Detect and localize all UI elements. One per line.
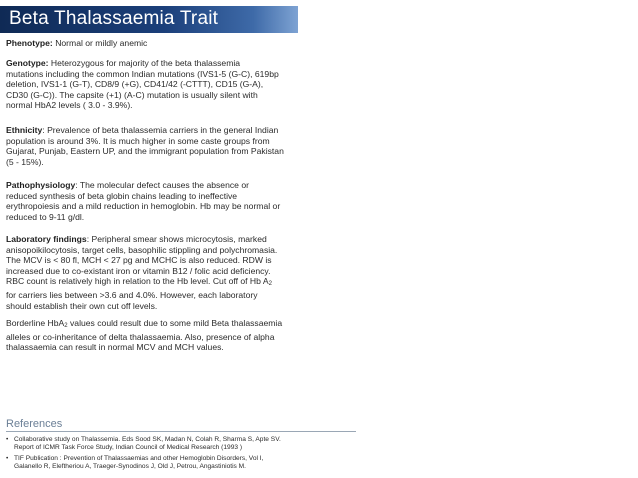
bullet-icon: • xyxy=(6,436,9,443)
reference-line: TIF Publication : Prevention of Thalassaemias and other Hemoglobin Disorders, Vol I, xyxy=(14,454,264,462)
ethnicity-line: Gujarat, Punjab, Eastern UP, and the immigrant population from Pakistan xyxy=(6,146,284,157)
title-banner xyxy=(0,6,298,33)
ethnicity-line: (5 - 15%). xyxy=(6,156,44,167)
genotype-line: CD30 (G-C)). The capsite (+1) (A-C) mutation is usually silent with xyxy=(6,89,258,100)
genotype-line: Heterozygous for majority of the beta thalassemia xyxy=(50,58,241,68)
laboratory-line: The MCV is < 80 fl, MCH < 27 pg and MCHC is also reduced. RDW is xyxy=(6,255,272,266)
borderline-line: values could result due to some mild Beta thalassaemia xyxy=(67,318,283,328)
reference-line: Galanello R, Eleftheriou A, Traeger-Synodinos J, Old J, Petrou, Angastiniotis M. xyxy=(14,463,246,471)
laboratory-line: RBC count is relatively high in relation to the Hb level. Cut off of Hb A xyxy=(6,276,269,287)
pathophysiology-line: reduced synthesis of beta globin chains leading to ineffective xyxy=(6,190,238,201)
borderline-line: thalassaemia can result in normal MCV and MCH values. xyxy=(6,342,224,353)
pathophysiology-line: : The molecular defect causes the absence or xyxy=(75,180,249,190)
laboratory-line: should establish their own cut off levels. xyxy=(6,300,158,311)
laboratory-line: : Peripheral smear shows microcytosis, marked xyxy=(86,234,267,244)
references-divider xyxy=(6,431,356,432)
pathophysiology-label: Pathophysiology xyxy=(6,180,76,190)
reference-line: Collaborative study on Thalassemia. Eds Sood SK, Madan N, Colah R, Sharma S, Apte SV. xyxy=(14,436,281,443)
pathophysiology-paragraph xyxy=(6,180,280,222)
ethnicity-line: population is around 3%. It is much higher in some caste groups from xyxy=(6,135,270,146)
ethnicity-line: : Prevalence of beta thalassemia carriers in the general Indian xyxy=(42,125,279,135)
genotype-line: mutations including the common Indian mutations (IVS1-5 (G-C), 619bp xyxy=(6,68,279,79)
reference-item xyxy=(6,455,356,472)
borderline-paragraph xyxy=(6,318,282,353)
reference-line: Report of ICMR Task Force Study, Indian Council of Medical Research (1993 ) xyxy=(14,444,243,452)
reference-item xyxy=(6,436,356,453)
laboratory-line: anisopoikilocytosis, target cells, basophilic stippling and polychromasia. xyxy=(6,244,278,255)
borderline-line: alleles or co-inheritance of delta thalassaemia. Also, presence of alpha xyxy=(6,331,275,342)
hba2-subscript: 2 xyxy=(268,281,272,288)
phenotype-text: Normal or mildly anemic xyxy=(55,38,148,48)
genotype-paragraph xyxy=(6,58,279,111)
phenotype-label: Phenotype: xyxy=(6,38,53,48)
ethnicity-label: Ethnicity xyxy=(6,125,43,135)
laboratory-label: Laboratory findings xyxy=(6,234,87,244)
laboratory-line: increased due to co-existant iron or vitamin B12 / folic acid deficiency. xyxy=(6,265,271,276)
page-title: Beta Thalassaemia Trait xyxy=(9,8,219,29)
genotype-line: deletion, IVS1-1 (G-T), CD8/9 (+G), CD41/42 (-CTTT), CD15 (G-A), xyxy=(6,79,264,90)
borderline-pre: Borderline HbA xyxy=(6,318,65,328)
hba2-subscript: 2 xyxy=(64,323,68,329)
references-title: References xyxy=(6,418,63,430)
phenotype-paragraph xyxy=(6,38,147,49)
laboratory-paragraph xyxy=(6,234,277,311)
genotype-line: normal HbA2 levels ( 3.0 - 3.9%). xyxy=(6,100,133,111)
references-section xyxy=(6,418,356,474)
pathophysiology-line: erythropoiesis and a mild reduction in hemoglobin. Hb may be normal or xyxy=(6,201,281,212)
laboratory-line: for carriers lies between >3.6 and 4.0%. However, each laboratory xyxy=(6,289,258,300)
ethnicity-paragraph xyxy=(6,125,284,167)
bullet-icon: • xyxy=(6,454,9,462)
pathophysiology-line: reduced to 9-11 g/dl. xyxy=(6,211,85,222)
genotype-label: Genotype: xyxy=(6,58,49,68)
